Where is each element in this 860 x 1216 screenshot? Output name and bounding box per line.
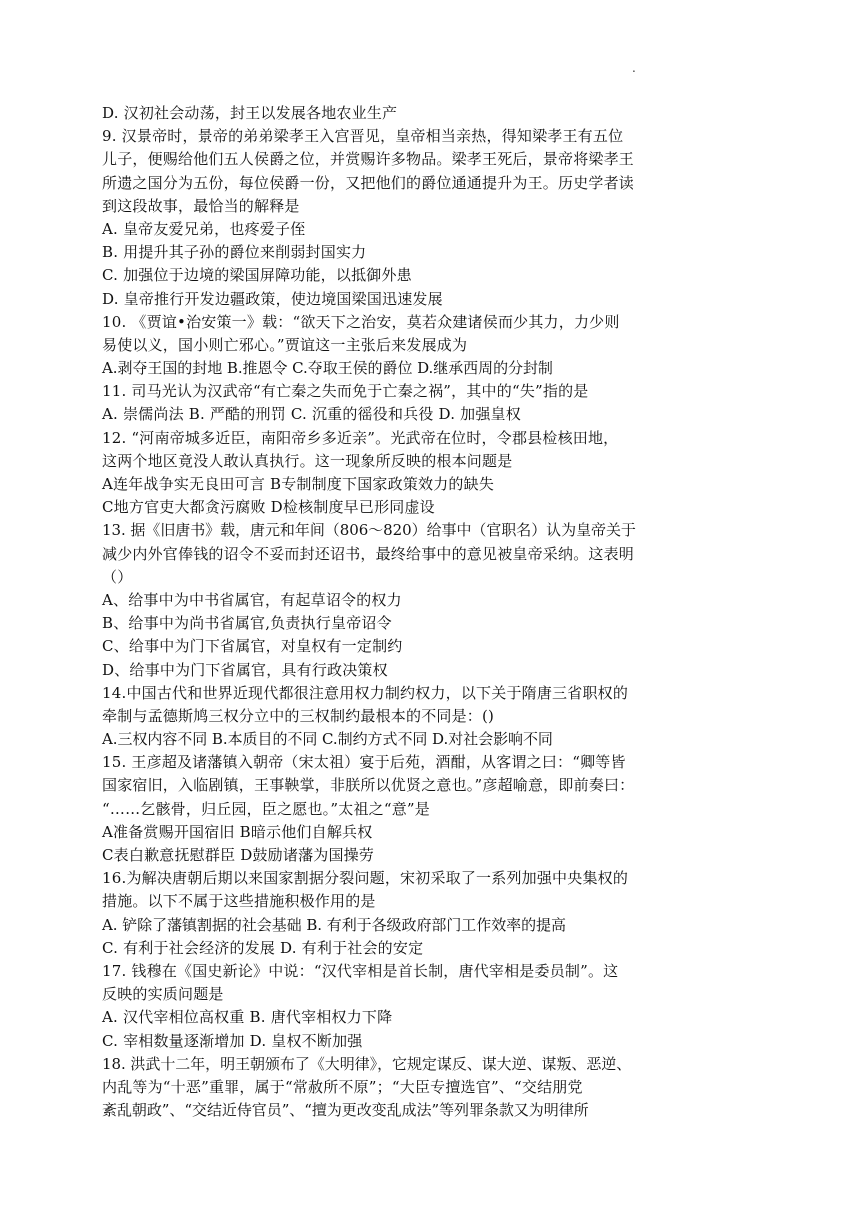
text-line: 12. “河南帝城多近臣，南阳帝乡多近亲”。光武帝在位时，令郡县检核田地， <box>102 428 619 447</box>
text-line: A. 皇帝友爱兄弟，也疼爱子侄 <box>102 219 306 238</box>
text-line: C表白歉意抚慰群臣 D鼓励诸藩为国操劳 <box>102 846 375 864</box>
text-line: C地方官吏大都贪污腐败 D检核制度早已形同虚设 <box>102 498 435 517</box>
text-line: D. 皇帝推行开发边疆政策，使边境国梁国迅速发展 <box>102 289 443 308</box>
text-line: 儿子，便赐给他们五人侯爵之位，并赏赐许多物品。梁孝王死后，景帝将梁孝王 <box>102 150 635 169</box>
text-line: 15. 王彦超及诸藩镇入朝帝（宋太祖）宴于后苑，酒酣，从客谓之曰：“卿等皆 <box>102 753 626 772</box>
text-line: A连年战争实无良田可言 B专制制度下国家政策效力的缺失 <box>102 475 495 493</box>
text-line: A.剥夺王国的封地 B.推恩令 C.夺取王侯的爵位 D.继承西周的分封制 <box>102 359 553 378</box>
text-line: 13. 据《旧唐书》载，唐元和年间（806～820）给事中（官职名）认为皇帝关于 <box>102 521 636 540</box>
text-line: A. 崇儒尚法 B. 严酷的刑罚 C. 沉重的徭役和兵役 D. 加强皇权 <box>102 405 521 424</box>
text-line: 18. 洪武十二年，明王朝颁布了《大明律》，它规定谋反、谋大逆、谋叛、恶逆、 <box>102 1054 632 1073</box>
text-line: D、给事中为门下省属官，具有行政决策权 <box>102 660 388 679</box>
text-line: A. 铲除了藩镇割据的社会基础 B. 有利于各级政府部门工作效率的提高 <box>102 915 566 934</box>
text-line: 措施。以下不属于这些措施积极作用的是 <box>102 892 376 911</box>
text-line: B. 用提升其子孙的爵位来削弱封国实力 <box>102 243 367 262</box>
document-body <box>102 102 752 1122</box>
text-line: 所遗之国分为五份，每位侯爵一份，又把他们的爵位通通提升为王。历史学者读 <box>102 173 635 192</box>
text-line: D. 汉初社会动荡，封王以发展各地农业生产 <box>102 104 398 122</box>
text-line: 内乱等为“十恶”重罪，属于“常赦所不原”；“大臣专擅选官”、“交结朋党 <box>102 1077 583 1096</box>
text-line: 到这段故事，最恰当的解释是 <box>102 196 300 215</box>
text-line: 11. 司马光认为汉武帝“有亡秦之失而免于亡秦之祸”，其中的“失”指的是 <box>102 382 589 401</box>
text-line: C. 加强位于边境的梁国屏障功能，以抵御外患 <box>102 266 412 285</box>
text-line: 易使以义，国小则亡邪心。”贾谊这一主张后来发展成为 <box>102 335 468 354</box>
text-line: A. 汉代宰相位高权重 B. 唐代宰相权力下降 <box>102 1008 393 1027</box>
text-line: A准备赏赐开国宿旧 B暗示他们自解兵权 <box>102 822 373 841</box>
text-line: 9. 汉景帝时，景帝的弟弟梁孝王入宫晋见，皇帝相当亲热，得知梁孝王有五位 <box>102 127 624 146</box>
text-line: 17. 钱穆在《国史新论》中说：“汉代宰相是首长制，唐代宰相是委员制”。这 <box>102 961 619 980</box>
text-line: 减少内外官俸钱的诏令不妥而封还诏书，最终给事中的意见被皇帝采纳。这表明 <box>102 544 635 563</box>
text-line: B、给事中为尚书省属官,负责执行皇帝诏令 <box>102 614 392 633</box>
text-line: C. 宰相数量逐渐增加 D. 皇权不断加强 <box>102 1031 363 1050</box>
text-line: C、给事中为门下省属官，对皇权有一定制约 <box>102 637 403 656</box>
text-line: 14.中国古代和世界近现代都很注意用权力制约权力，以下关于隋唐三省职权的 <box>102 683 629 702</box>
text-line: “……乞骸骨，归丘园，臣之愿也。”太祖之“意”是 <box>102 799 430 818</box>
page-corner-mark: . <box>632 61 636 75</box>
text-line: 10. 《贾谊•治安策一》载：“欲天下之治安，莫若众建诸侯而少其力，力少则 <box>102 312 620 331</box>
text-line: A.三权内容不同 B.本质目的不同 C.制约方式不同 D.对社会影响不同 <box>102 730 553 749</box>
text-line: （） <box>102 567 133 586</box>
text-line: 紊乱朝政”、“交结近侍官员”、“擅为更改变乱成法”等列罪条款又为明律所 <box>102 1101 589 1120</box>
text-line: A、给事中为中书省属官，有起草诏令的权力 <box>102 590 402 609</box>
text-line: 国家宿旧，入临剧镇，王事鞅掌，非朕所以优贤之意也。”彦超喻意，即前奏曰： <box>102 776 635 795</box>
text-line: 这两个地区竟没人敢认真执行。这一现象所反映的根本问题是 <box>102 451 513 470</box>
text-line: 牵制与孟德斯鸠三权分立中的三权制约最根本的不同是：() <box>102 706 495 725</box>
text-line: 16.为解决唐朝后期以来国家割据分裂问题，宋初采取了一系列加强中央集权的 <box>102 869 629 888</box>
text-line: 反映的实质问题是 <box>102 985 224 1004</box>
text-line: C. 有利于社会经济的发展 D. 有利于社会的安定 <box>102 938 424 957</box>
